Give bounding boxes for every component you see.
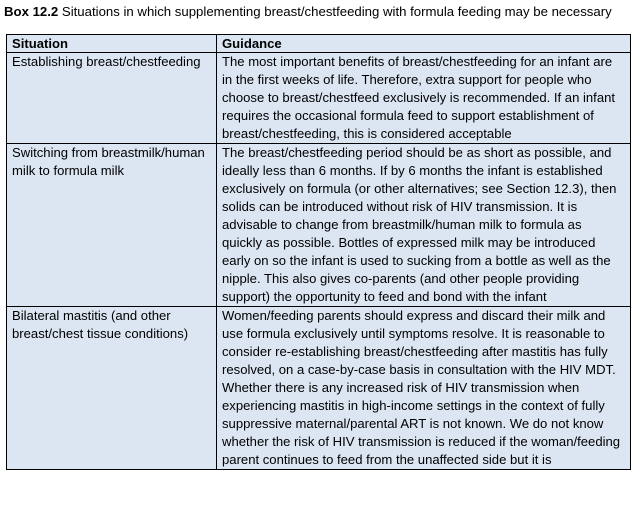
situation-text: Switching from breastmilk/human milk to formula milk [12,145,205,178]
situation-text: Bilateral mastitis (and other breast/chest tissue conditions) [12,308,189,341]
box-title: Situations in which supplementing breast/chestfeeding with formula feeding may be necessary [58,4,612,19]
table-row [7,307,631,470]
situation-cell [7,144,217,307]
box-caption [4,2,612,21]
guidance-table [6,34,631,470]
situation-cell [7,307,217,470]
header-guidance: Guidance [217,35,631,53]
guidance-text: Women/feeding parents should express and discard their milk and use formula exclusively until symptoms resolve. It is reasonable to consider re-establishing breast/chestfeeding after mastitis has fully resolved, on a case-by-case basis in consultation with the HIV MDT. Whether there is any increased risk of HIV transmission when experiencing mastitis in high-income settings in the context of fully suppressive maternal/parental ART is not known. We do not know whether the risk of HIV transmission is reduced if the woman/feeding parent continues to feed from the unaffected side but it is [222,308,621,467]
table-row [7,53,631,144]
guidance-cell [217,144,631,307]
guidance-cell [217,307,631,470]
guidance-cell [217,53,631,144]
table-header-row [7,35,631,53]
header-situation: Situation [7,35,217,53]
situation-text: Establishing breast/chestfeeding [12,54,201,69]
table-row [7,144,631,307]
situation-cell [7,53,217,144]
guidance-text: The breast/chestfeeding period should be as short as possible, and ideally less than 6 months. If by 6 months the infant is established exclusively on formula (or other alternatives; see Section 12.3), then solids can be introduced without risk of HIV transmission. It is advisable to change from breastmilk/human milk to formula as quickly as possible. Bottles of expressed milk may be introduced early on so the infant is used to sucking from a bottle as well as the nipple. This also gives co-parents (and other people providing support) the opportunity to feed and bond with the infant [222,145,617,304]
guidance-text: The most important benefits of breast/chestfeeding for an infant are in the first weeks of life. Therefore, extra support for people who choose to breast/chestfeed exclusively is recommended. If an infant requires the occasional formula feed to support establishment of breast/chestfeeding, this is considered acceptable [222,54,616,141]
box-number: Box 12.2 [4,4,59,19]
